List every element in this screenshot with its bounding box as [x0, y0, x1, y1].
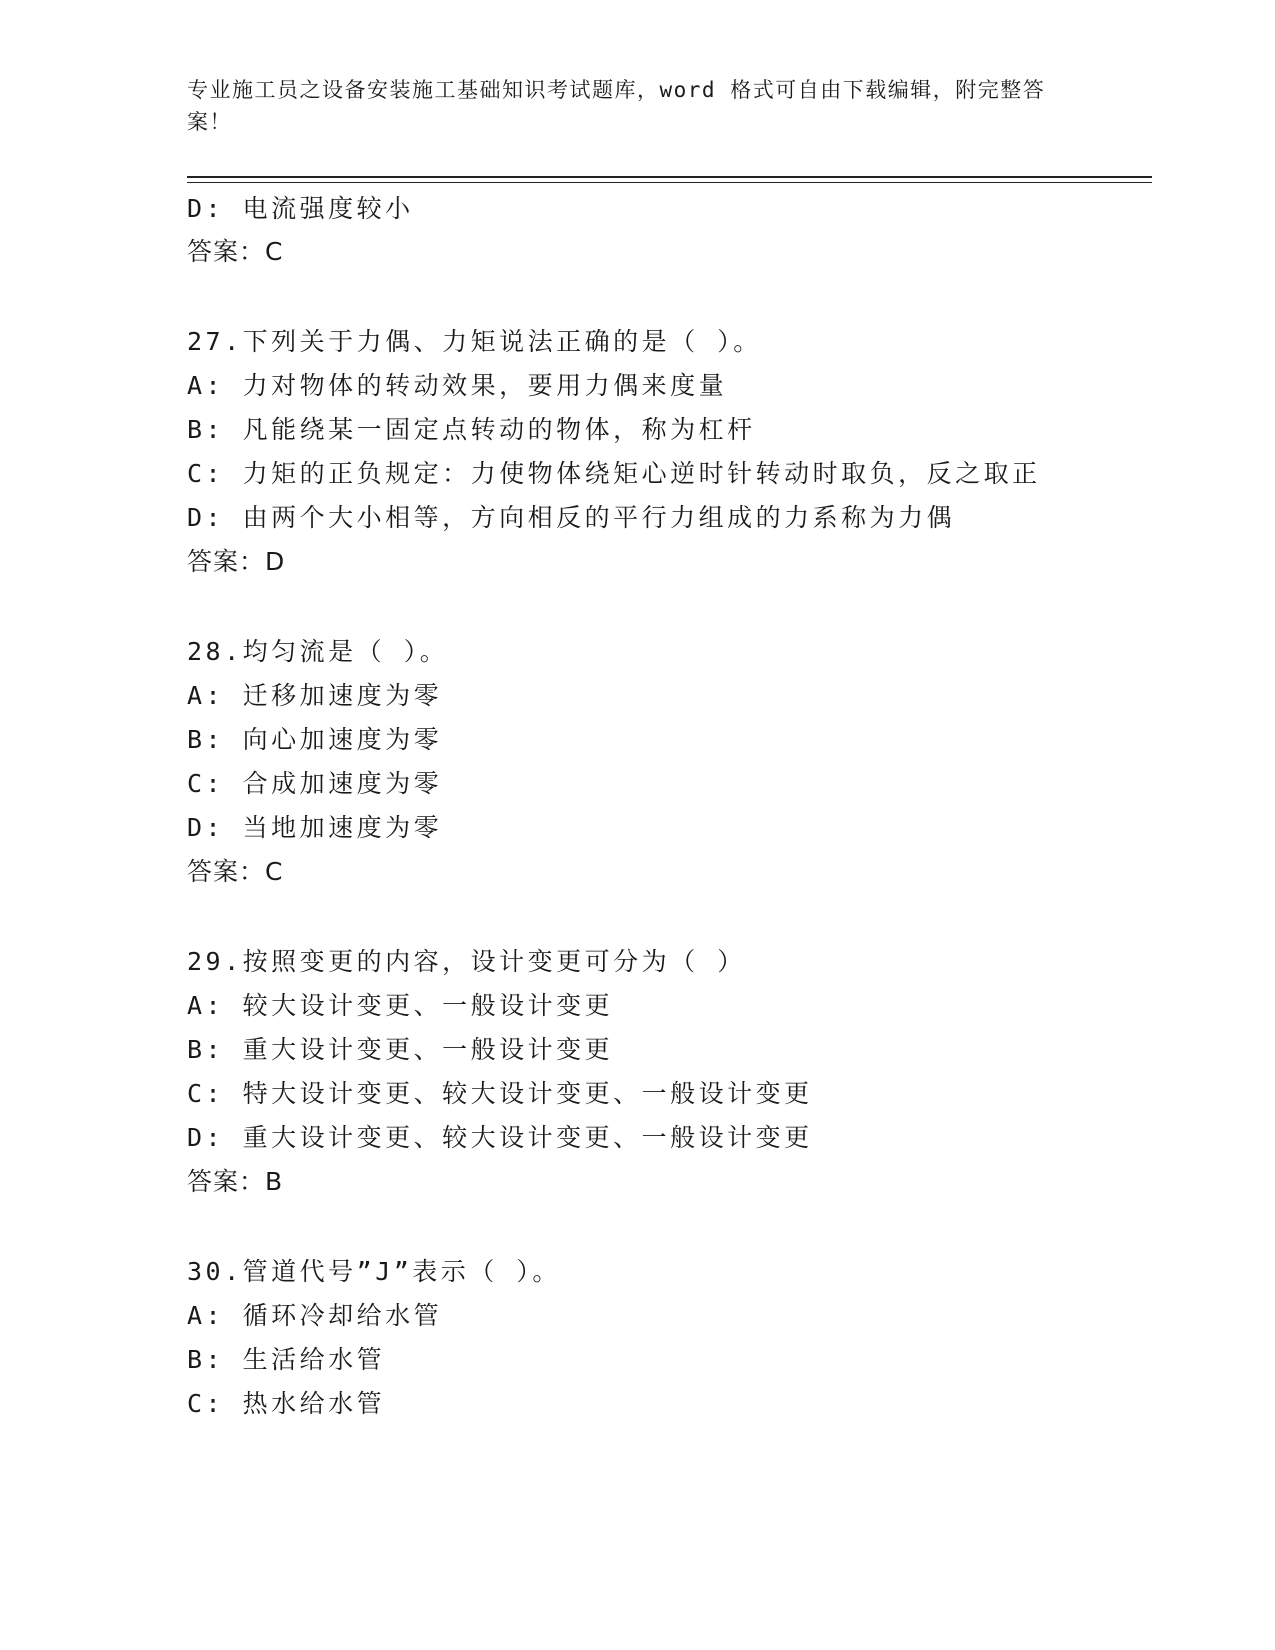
option-line: A: 循环冷却给水管	[187, 1301, 443, 1330]
option-line: D: 由两个大小相等，方向相反的平行力组成的力系称为力偶	[187, 503, 956, 532]
option-line: D: 电流强度较小	[187, 194, 414, 223]
option-line: C: 特大设计变更、较大设计变更、一般设计变更	[187, 1079, 813, 1108]
answer-line: 答案：C	[187, 857, 284, 886]
header-divider-thin	[187, 182, 1152, 183]
answer-line: 答案：B	[187, 1167, 284, 1196]
option-line: C: 力矩的正负规定：力使物体绕矩心逆时针转动时取负，反之取正	[187, 459, 1041, 488]
option-line: C: 热水给水管	[187, 1389, 386, 1418]
question-line: 29.按照变更的内容，设计变更可分为（ ）	[187, 947, 746, 976]
option-line: B: 凡能绕某一固定点转动的物体，称为杠杆	[187, 415, 756, 444]
answer-line: 答案：C	[187, 237, 284, 266]
option-line: C: 合成加速度为零	[187, 769, 443, 798]
option-line: B: 向心加速度为零	[187, 725, 443, 754]
question-line: 28.均匀流是（ ）。	[187, 637, 449, 666]
answer-line: 答案：D	[187, 547, 286, 576]
option-line: D: 重大设计变更、较大设计变更、一般设计变更	[187, 1123, 813, 1152]
option-line: D: 当地加速度为零	[187, 813, 443, 842]
option-line: A: 较大设计变更、一般设计变更	[187, 991, 614, 1020]
question-line: 27.下列关于力偶、力矩说法正确的是（ ）。	[187, 327, 762, 356]
option-line: B: 重大设计变更、一般设计变更	[187, 1035, 614, 1064]
header-divider-thick	[187, 176, 1152, 178]
option-line: B: 生活给水管	[187, 1345, 386, 1374]
option-line: A: 力对物体的转动效果，要用力偶来度量	[187, 371, 728, 400]
document-header: 专业施工员之设备安装施工基础知识考试题库，word 格式可自由下载编辑，附完整答案！	[187, 78, 1046, 134]
question-line: 30.管道代号”J”表示（ ）。	[187, 1257, 561, 1286]
option-line: A: 迁移加速度为零	[187, 681, 443, 710]
